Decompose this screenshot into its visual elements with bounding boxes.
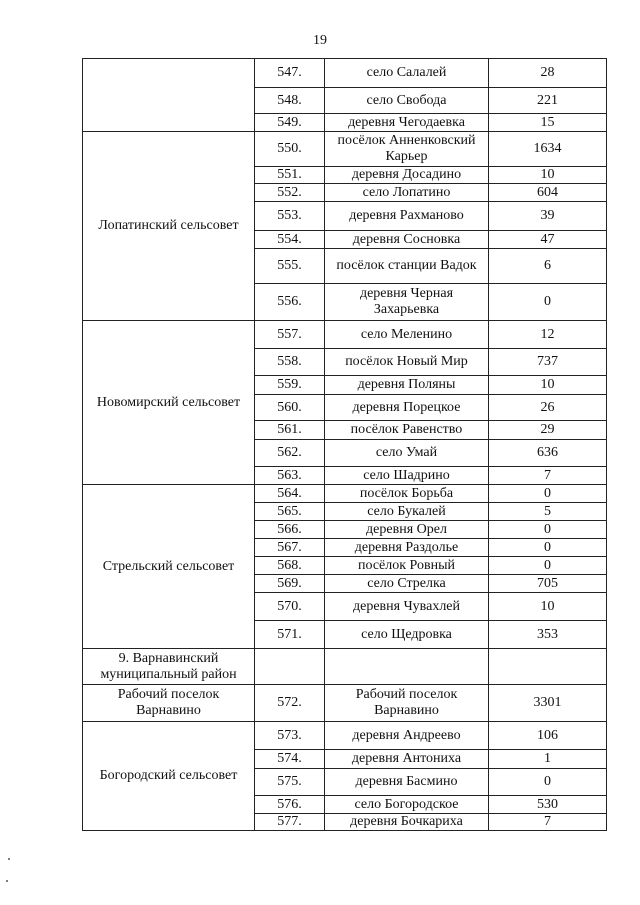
settlement-name: посёлок Ровный (325, 557, 489, 575)
row-number: 552. (255, 184, 325, 202)
population-value: 39 (489, 202, 607, 231)
row-number: 568. (255, 557, 325, 575)
population-value: 737 (489, 349, 607, 376)
row-number: 557. (255, 321, 325, 349)
population-value: 636 (489, 440, 607, 467)
empty-cell (255, 649, 325, 685)
row-number: 570. (255, 593, 325, 621)
row-number: 566. (255, 521, 325, 539)
population-value: 530 (489, 796, 607, 814)
row-number: 575. (255, 769, 325, 796)
page-number: 19 (313, 33, 327, 48)
table-row (83, 485, 607, 503)
population-value: 0 (489, 557, 607, 575)
district-heading: 9. Варнавинский муниципальный район (83, 649, 255, 685)
population-value: 353 (489, 621, 607, 649)
settlement-name: деревня Чувахлей (325, 593, 489, 621)
row-number: 562. (255, 440, 325, 467)
row-number: 547. (255, 59, 325, 88)
settlement-name: деревня Бочкариха (325, 814, 489, 831)
row-number: 554. (255, 231, 325, 249)
settlement-name: Рабочий поселок Варнавино (325, 685, 489, 722)
settlement-name: село Умай (325, 440, 489, 467)
settlement-name: село Лопатино (325, 184, 489, 202)
settlement-name: деревня Андреево (325, 722, 489, 750)
row-number: 567. (255, 539, 325, 557)
settlement-name: село Щедровка (325, 621, 489, 649)
empty-cell (325, 649, 489, 685)
row-number: 561. (255, 421, 325, 440)
settlement-name: деревня Басмино (325, 769, 489, 796)
council-cell-empty (83, 59, 255, 132)
row-number: 550. (255, 132, 325, 167)
population-value: 7 (489, 467, 607, 485)
council-bogorodsky: Богородский сельсовет (83, 722, 255, 831)
row-number: 555. (255, 249, 325, 284)
row-number: 553. (255, 202, 325, 231)
population-value: 705 (489, 575, 607, 593)
settlement-name: деревня Сосновка (325, 231, 489, 249)
row-number: 556. (255, 284, 325, 321)
settlement-name: деревня Порецкое (325, 395, 489, 421)
settlement-name: село Меленино (325, 321, 489, 349)
population-value: 6 (489, 249, 607, 284)
settlement-name: село Букалей (325, 503, 489, 521)
settlement-name: деревня Черная Захарьевка (325, 284, 489, 321)
council-varnavino-rp: Рабочий поселок Варнавино (83, 685, 255, 722)
row-number: 548. (255, 88, 325, 114)
empty-cell (489, 649, 607, 685)
settlement-name: посёлок станции Вадок (325, 249, 489, 284)
population-value: 28 (489, 59, 607, 88)
council-lopatinsky: Лопатинский сельсовет (83, 132, 255, 321)
population-value: 29 (489, 421, 607, 440)
population-value: 15 (489, 114, 607, 132)
settlements-table (82, 58, 607, 831)
settlement-name: село Салалей (325, 59, 489, 88)
row-number: 569. (255, 575, 325, 593)
settlement-name: село Стрелка (325, 575, 489, 593)
population-value: 0 (489, 539, 607, 557)
row-number: 565. (255, 503, 325, 521)
row-number: 573. (255, 722, 325, 750)
settlement-name: деревня Досадино (325, 167, 489, 184)
table-row (83, 321, 607, 349)
settlement-name: деревня Поляны (325, 376, 489, 395)
population-value: 10 (489, 593, 607, 621)
population-value: 1 (489, 750, 607, 769)
row-number: 551. (255, 167, 325, 184)
settlement-name: деревня Орел (325, 521, 489, 539)
population-value: 10 (489, 376, 607, 395)
row-number: 576. (255, 796, 325, 814)
row-number: 572. (255, 685, 325, 722)
row-number: 564. (255, 485, 325, 503)
settlement-name: деревня Антониха (325, 750, 489, 769)
population-value: 7 (489, 814, 607, 831)
population-value: 47 (489, 231, 607, 249)
settlement-name: посёлок Анненковский Карьер (325, 132, 489, 167)
settlement-name: деревня Чегодаевка (325, 114, 489, 132)
population-value: 0 (489, 485, 607, 503)
settlement-name: посёлок Новый Мир (325, 349, 489, 376)
population-value: 221 (489, 88, 607, 114)
row-number: 577. (255, 814, 325, 831)
district-heading-row (83, 649, 607, 685)
table-row (83, 132, 607, 167)
table-row (83, 722, 607, 750)
settlement-name: деревня Раздолье (325, 539, 489, 557)
settlement-name: деревня Рахманово (325, 202, 489, 231)
population-value: 12 (489, 321, 607, 349)
settlement-name: село Свобода (325, 88, 489, 114)
settlement-name: село Богородское (325, 796, 489, 814)
row-number: 559. (255, 376, 325, 395)
scan-speck (6, 880, 8, 882)
table-row (83, 59, 607, 88)
settlement-name: село Шадрино (325, 467, 489, 485)
population-value: 5 (489, 503, 607, 521)
council-novomirsky: Новомирский сельсовет (83, 321, 255, 485)
population-value: 10 (489, 167, 607, 184)
row-number: 558. (255, 349, 325, 376)
row-number: 563. (255, 467, 325, 485)
population-value: 1634 (489, 132, 607, 167)
population-value: 106 (489, 722, 607, 750)
settlement-name: посёлок Равенство (325, 421, 489, 440)
population-value: 26 (489, 395, 607, 421)
row-number: 571. (255, 621, 325, 649)
settlement-name: посёлок Борьба (325, 485, 489, 503)
population-value: 0 (489, 521, 607, 539)
population-value: 604 (489, 184, 607, 202)
row-number: 574. (255, 750, 325, 769)
table-row (83, 685, 607, 722)
scan-speck (8, 858, 10, 860)
population-value: 0 (489, 769, 607, 796)
row-number: 549. (255, 114, 325, 132)
population-value: 3301 (489, 685, 607, 722)
council-strelsky: Стрельский сельсовет (83, 485, 255, 649)
population-value: 0 (489, 284, 607, 321)
row-number: 560. (255, 395, 325, 421)
